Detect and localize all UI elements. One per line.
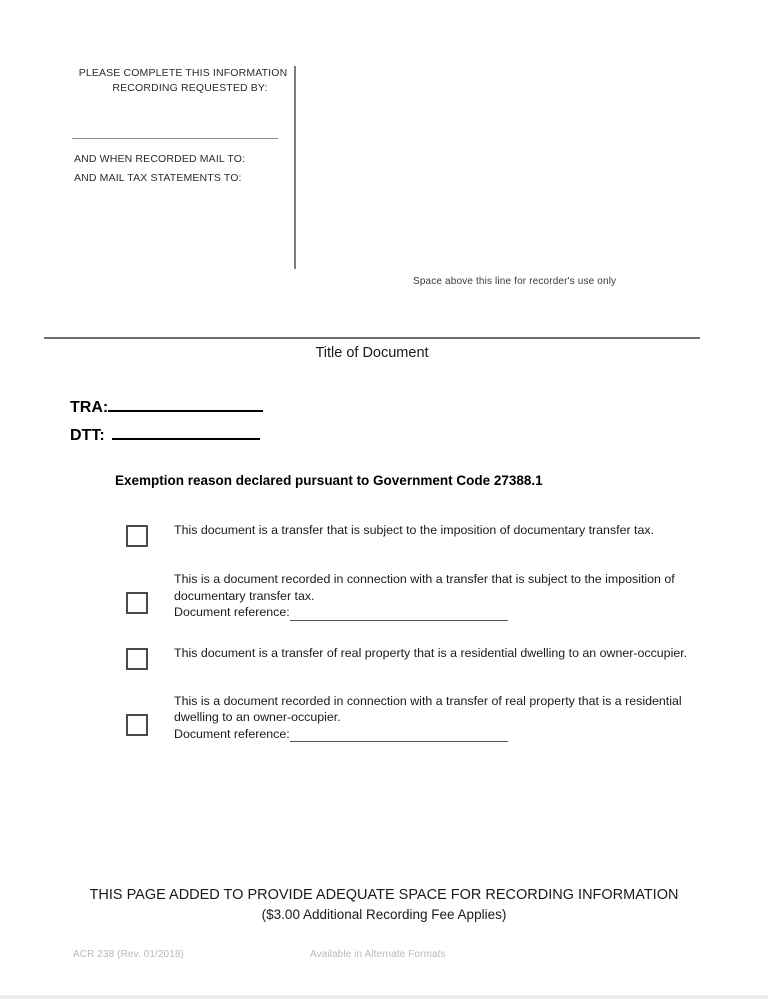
page-bottom-edge [0, 995, 768, 999]
and-when-recorded-mail-to-label: AND WHEN RECORDED MAIL TO: [74, 153, 246, 165]
recorder-area-divider [294, 66, 296, 269]
exemption-heading: Exemption reason declared pursuant to Government Code 27388.1 [115, 473, 543, 488]
page-added-note-line-2: ($3.00 Additional Recording Fee Applies) [261, 907, 507, 922]
exemption-item-label: This document is a transfer that is subject to the imposition of documentary transfer tax. [174, 523, 655, 537]
exemption-checkbox-3[interactable] [126, 648, 148, 670]
please-complete-line: PLEASE COMPLETE THIS INFORMATION [78, 67, 288, 79]
exemption-checkbox-4[interactable] [126, 714, 148, 736]
exemption-checkbox-1[interactable] [126, 525, 148, 547]
exemption-item-text-2 [174, 571, 696, 621]
document-reference-input-2[interactable] [290, 608, 508, 621]
requested-by-fill-line[interactable] [72, 138, 278, 139]
exemption-item[interactable] [126, 693, 696, 743]
page-title: Title of Document [315, 345, 429, 361]
recording-requested-heading [72, 66, 294, 96]
tra-input[interactable] [108, 396, 263, 412]
document-reference-label: Document reference: [174, 726, 290, 741]
document-reference-row-2 [174, 604, 696, 621]
document-reference-label: Document reference: [174, 605, 290, 619]
exemption-checkbox-list [126, 522, 696, 742]
exemption-item-text-3 [174, 645, 687, 662]
page-added-note [44, 885, 724, 925]
exemption-checkbox-2[interactable] [126, 592, 148, 614]
tra-label: TRA: [70, 399, 109, 416]
form-number: ACR 238 (Rev. 01/2018) [73, 949, 184, 960]
alternate-formats-note: Available in Alternate Formats [310, 949, 446, 960]
exemption-item-text-1 [174, 522, 654, 539]
recording-requested-block [72, 66, 294, 184]
document-reference-input-4[interactable] [290, 729, 508, 742]
recorder-use-only-note: Space above this line for recorder's use only [413, 276, 617, 287]
dtt-field-row [70, 424, 260, 445]
exemption-item-label: This is a document recorded in connection with a transfer that is subject to the imposition of documentary transfer tax. [174, 572, 675, 603]
mail-to-labels [74, 150, 245, 188]
tra-field-row [70, 396, 263, 417]
title-divider-rule [44, 337, 700, 339]
footer-meta [0, 949, 768, 963]
exemption-item[interactable] [126, 645, 696, 670]
dtt-label: DTT: [70, 427, 105, 444]
exemption-item-text-4 [174, 693, 696, 743]
exemption-item[interactable] [126, 571, 696, 621]
exemption-item-label: This document is a transfer of real property that is a residential dwelling to an owner-occupier. [174, 645, 688, 660]
exemption-item-label: This is a document recorded in connection with a transfer of real property that is a residential dwelling to an owner-occupier. [174, 693, 682, 724]
exemption-item[interactable] [126, 522, 696, 547]
and-mail-tax-statements-to-label: AND MAIL TAX STATEMENTS TO: [74, 172, 242, 184]
recording-requested-by-line: RECORDING REQUESTED BY: [112, 82, 268, 94]
document-reference-row-4 [174, 726, 696, 743]
dtt-input[interactable] [112, 424, 260, 440]
page-added-note-line-1: THIS PAGE ADDED TO PROVIDE ADEQUATE SPACE FOR RECORDING INFORMATION [89, 887, 679, 903]
